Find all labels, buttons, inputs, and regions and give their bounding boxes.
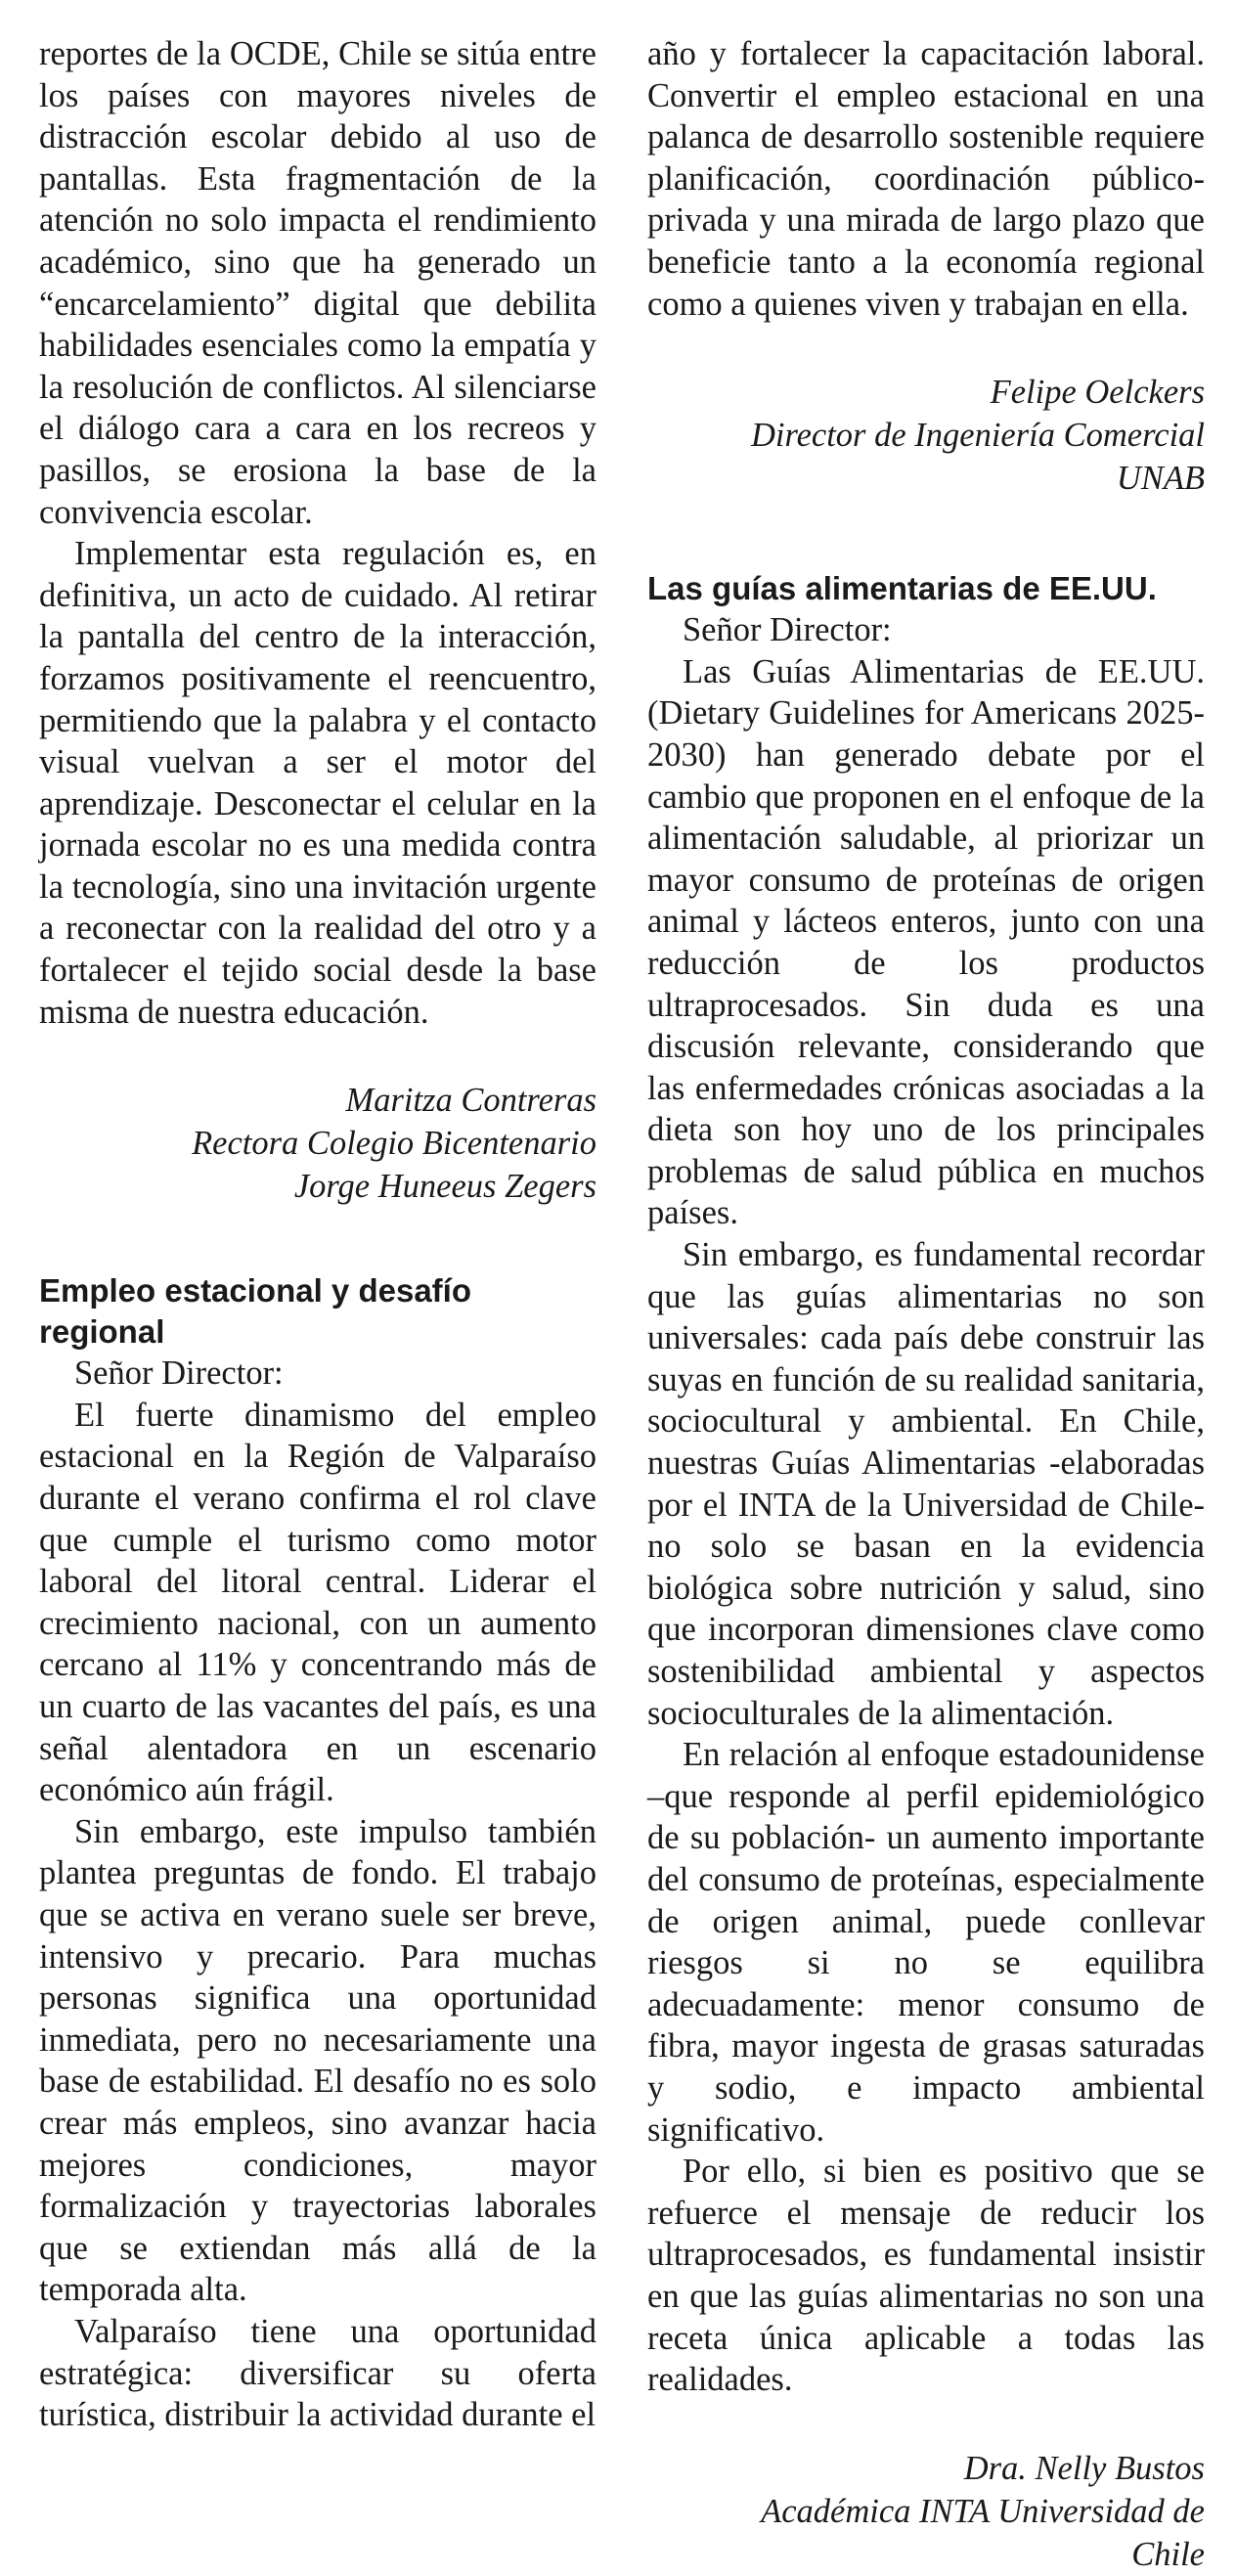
salutation: Señor Director: [74,1355,284,1393]
letter-paragraph: año y fortalecer la capacitación laboral. Convertir el empleo estacional en una palanca de desarrollo sostenible requiere planificación, coordinación público-privada y una mirada de largo plazo que beneficie tanto a la economía regional como a quienes viven y trabajan en ella. [647,35,1205,323]
right-column [647,33,1205,2576]
signature-name: Felipe Oelckers [990,374,1205,412]
letter-paragraph: Las Guías Alimentarias de EE.UU. (Dietary Guidelines for Americans 2025-2030) han generado debate por el cambio que proponen en el enfoque de la alimentación saludable, al priorizar un mayor consumo de proteínas de origen animal y lácteos enteros, junto con una reducción de los productos ultraprocesados. Sin duda es una discusión relevante, considerando que las enfermedades crónicas asociadas a la dieta son hoy uno de los principales problemas de salud pública en muchos países. [647,652,1205,1232]
left-column [39,33,596,2436]
letter-paragraph: Implementar esta regulación es, en definitiva, un acto de cuidado. Al retirar la pantalla del centro de la interacción, forzamos positivamente el reencuentro, permitiendo que la palabra y el contacto visual vuelvan a ser el motor del aprendizaje. Desconectar el celular en la jornada escolar no es una medida contra la tecnología, sino una invitación urgente a reconectar con la realidad del otro y a fortalecer el tejido social desde la base misma de nuestra educación. [39,535,596,1031]
letter-paragraph: Por ello, si bien es positivo que se refuerce el mensaje de reducir los ultraprocesados, es fundamental insistir en que las guías alimentarias no son una receta única aplicable a todas las realidades. [647,2153,1205,2399]
salutation: Señor Director: [683,611,892,649]
signature-name: Maritza Contreras [345,1082,596,1120]
letter-paragraph: El fuerte dinamismo del empleo estacional en la Región de Valparaíso durante el verano confirma el rol clave que cumple el turismo como motor laboral del litoral central. Liderar el crecimiento nacional, con un aumento cercano al 11% y concentrando más de un cuarto de las vacantes del país, es una señal alentadora en un escenario económico aún frágil. [39,1396,596,1809]
letter-paragraph: En relación al enfoque estadounidense –que responde al perfil epidemiológico de su población- un aumento importante del consumo de proteínas, especialmente de origen animal, puede conllevar riesgos si no se equilibra adecuadamente: menor consumo de fibra, mayor ingesta de grasas saturadas y sodio, e impacto ambiental significativo. [647,1736,1205,2149]
letter-paragraph: Sin embargo, este impulso también plantea preguntas de fondo. El trabajo que se activa en verano suele ser breve, intensivo y precario. Para muchas personas significa una oportunidad inmediata, pero no necesariamente una base de estabilidad. El desafío no es solo crear más empleos, sino avanzar hacia mejores condiciones, mayor formalización y trayectorias laborales que se extiendan más allá de la temporada alta. [39,1812,596,2309]
signature-role: Rectora Colegio Bicentenario Jorge Huneeus Zegers [192,1125,596,1206]
letter-cellphone-regulation [39,33,596,1208]
letter-seasonal-employment [39,1270,596,2435]
signature-role: Director de Ingeniería Comercial UNAB [750,417,1205,498]
letter-paragraph: reportes de la OCDE, Chile se sitúa entre los países con mayores niveles de distracción escolar debido al uso de pantallas. Esta fragmentación de la atención no solo impacta el rendimiento académico, sino que ha generado un “encarcelamiento” digital que debilita habilidades esenciales como la empatía y la resolución de conflictos. Al silenciarse el diálogo cara a cara en los recreos y pasillos, se erosiona la base de la convivencia escolar. [39,35,596,531]
letter-dietary-guidelines [647,568,1205,2576]
letter-seasonal-employment-continued [647,33,1205,500]
signature-role: Académica INTA Universidad de Chile [761,2492,1205,2573]
letter-title: Empleo estacional y desafío regional [39,1272,471,1351]
letter-title: Las guías alimentarias de EE.UU. [647,570,1157,607]
letter-paragraph: Sin embargo, es fundamental recordar que las guías alimentarias no son universales: cada país debe construir las suyas en función de su realidad sanitaria, sociocultural y ambiental. En Chile, nuestras Guías Alimentarias -elaboradas por el INTA de la Universidad de Chile- no solo se basan en la evidencia biológica sobre nutrición y salud, sino que incorporan dimensiones clave como sostenibilidad ambiental y aspectos socioculturales de la alimentación. [647,1236,1205,1732]
letter-paragraph: Valparaíso tiene una oportunidad estratégica: diversificar su oferta turística, distribuir la actividad durante el [39,2312,596,2434]
signature-name: Dra. Nelly Bustos [963,2449,1205,2487]
